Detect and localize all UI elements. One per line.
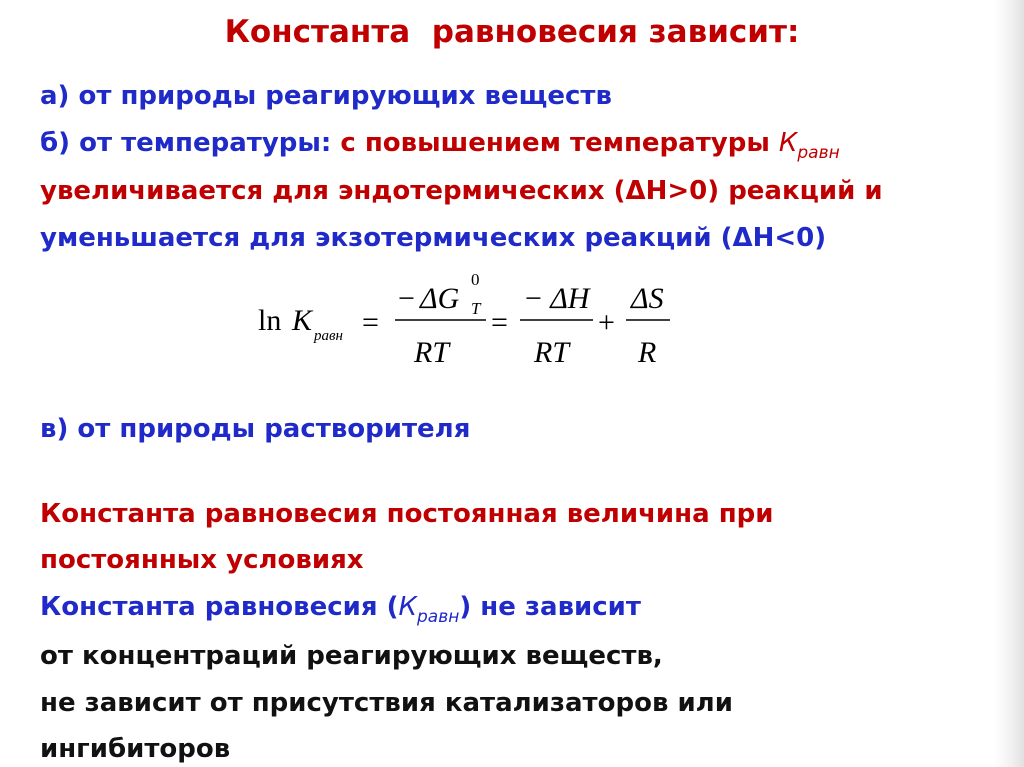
formula-num3: ΔS xyxy=(631,282,664,315)
formula-plus: + xyxy=(598,306,615,339)
formula-den3: R xyxy=(638,336,657,369)
point-b-prefix: б) от температуры: xyxy=(40,128,341,158)
k-eq-subscript: равн xyxy=(797,143,840,163)
formula-k: K xyxy=(292,304,313,337)
independence-line-4: ингибиторов xyxy=(40,734,231,764)
page-edge-shadow xyxy=(994,0,1024,767)
k-eq-symbol: К xyxy=(778,128,798,158)
equilibrium-constant-formula xyxy=(258,268,718,378)
independence-prefix: Константа равновесия ( xyxy=(40,592,399,622)
formula-equals-2: = xyxy=(491,306,508,339)
point-c: в) от природы растворителя xyxy=(40,414,471,444)
formula-k-subscript: равн xyxy=(314,328,343,344)
point-b-body: с повышением температуры xyxy=(340,128,779,158)
independence-line-1 xyxy=(40,591,641,633)
formula-den2: RT xyxy=(534,336,570,369)
point-b xyxy=(40,127,840,169)
independence-suffix: ) не зависит xyxy=(459,592,641,622)
endothermic-line: увеличивается для эндотермических (ΔH>0) реакций и xyxy=(40,176,883,206)
formula-num1-sup: 0 xyxy=(471,270,480,289)
independence-k-symbol: К xyxy=(398,592,417,622)
formula-ln: ln xyxy=(258,304,282,337)
exothermic-line: уменьшается для экзотермических реакций (ΔH<0) xyxy=(40,223,827,253)
constant-statement-line-2: постоянных условиях xyxy=(40,545,364,575)
independence-line-3: не зависит от присутствия катализаторов или xyxy=(40,688,733,718)
formula-num2: − ΔH xyxy=(523,282,590,315)
formula-num1-minus: − xyxy=(398,282,415,315)
formula-equals-1: = xyxy=(362,306,379,339)
constant-statement-line-1: Константа равновесия постоянная величина при xyxy=(40,499,774,529)
formula-den1: RT xyxy=(414,336,450,369)
independence-line-2: от концентраций реагирующих веществ, xyxy=(40,641,663,671)
independence-k-subscript: равн xyxy=(416,607,460,627)
point-a: а) от природы реагирующих веществ xyxy=(40,81,612,111)
formula-num1-delta-g: ΔG xyxy=(420,282,460,315)
formula-num1-sub: T xyxy=(471,299,481,318)
slide-title: Константа равновесия зависит: xyxy=(224,14,800,50)
